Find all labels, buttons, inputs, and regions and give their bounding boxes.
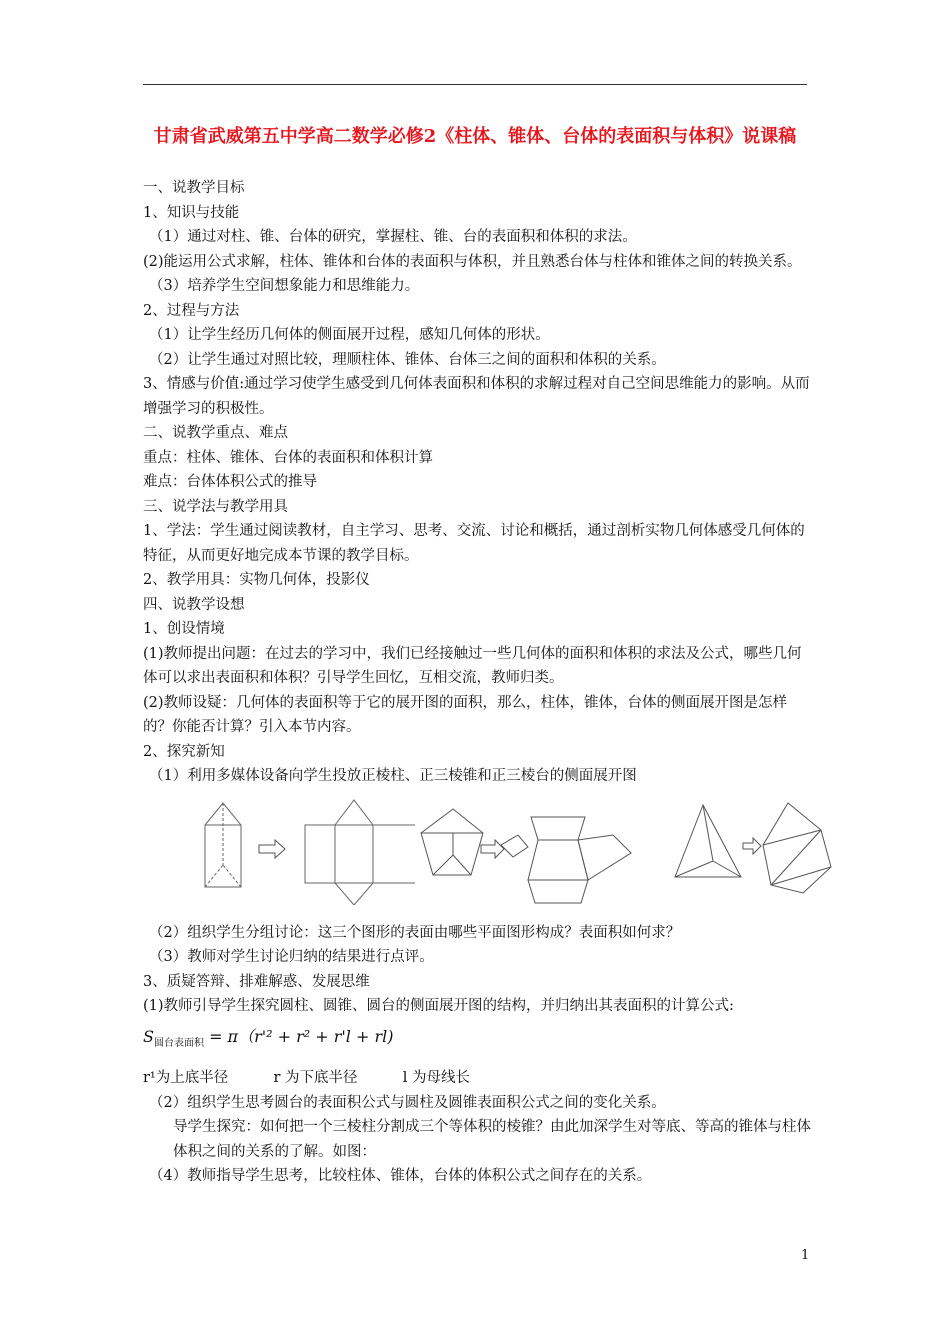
- section-heading: 二、说教学重点、难点: [143, 425, 288, 441]
- formula-subscript: 圆台表面积: [153, 1037, 204, 1049]
- document-body: [143, 176, 813, 1189]
- subsection-heading: 1、知识与技能: [143, 204, 240, 221]
- subsection-heading: 2、探究新知: [143, 743, 225, 760]
- subsection-heading: 3、质疑答辩、排难解惑、发展思维: [143, 973, 370, 990]
- header-rule: [143, 84, 807, 85]
- pyramid-net-figure: [663, 795, 833, 905]
- paragraph: （3）培养学生空间想象能力和思维能力。: [149, 278, 420, 294]
- net-figures: [143, 795, 813, 915]
- document-title: 甘肃省武威第五中学高二数学必修2《柱体、锥体、台体的表面积与体积》说课稿: [153, 126, 797, 147]
- section-heading: 四、说教学设想: [143, 596, 245, 613]
- subsection-heading: 2、过程与方法: [143, 302, 240, 319]
- paragraph: 重点：柱体、锥体、台体的表面积和体积计算: [143, 449, 433, 466]
- surface-area-formula: [143, 1025, 813, 1057]
- paragraph: (2)能运用公式求解，柱体、锥体和台体的表面积与体积，并且熟悉台体与柱体和锥体之间的转换关系。: [143, 253, 802, 270]
- legend-upper-radius: r¹为上底半径: [143, 1070, 229, 1086]
- page-number: 1: [801, 1248, 810, 1263]
- formula-lhs: S: [143, 1026, 154, 1046]
- formula-legend: [143, 1066, 813, 1091]
- paragraph: 导学生探究：如何把一个三棱柱分割成三个等体积的棱锥？由此加深学生对等底、等高的锥体与柱体体积之间的关系的了解。如图：: [173, 1119, 811, 1160]
- prism-net-figure: [195, 795, 415, 905]
- legend-lower-radius: r 为下底半径: [273, 1070, 358, 1086]
- formula-rhs: = π（r'² + r² + r'l + rl): [209, 1026, 394, 1046]
- paragraph: （2）组织学生分组讨论：这三个图形的表面由哪些平面图形构成？表面积如何求？: [149, 924, 681, 941]
- paragraph: （3）教师对学生讨论归纳的结果进行点评。: [149, 949, 434, 965]
- paragraph: (1)教师引导学生探究圆柱、圆锥、圆台的侧面展开图的结构，并归纳出其表面积的计算公式:: [143, 998, 734, 1014]
- subsection-heading: 1、创设情境: [143, 621, 225, 637]
- paragraph: （2）让学生通过对照比较，理顺柱体、锥体、台体三之间的面积和体积的关系。: [149, 351, 666, 368]
- paragraph: （4）教师指导学生思考，比较柱体、锥体，台体的体积公式之间存在的关系。: [149, 1168, 652, 1184]
- paragraph: （1）利用多媒体设备向学生投放正棱柱、正三棱锥和正三棱台的侧面展开图: [149, 768, 637, 784]
- frustum-net-figure: [413, 795, 643, 905]
- paragraph: (1)教师提出问题：在过去的学习中，我们已经接触过一些几何体的面积和体积的求法及公式，哪些几何体可以求出表面积和体积？引导学生回忆，互相交流，教师归类。: [143, 645, 802, 686]
- paragraph: 1、学法：学生通过阅读教材，自主学习、思考、交流、讨论和概括，通过剖析实物几何体感受几何体的特征，从而更好地完成本节课的教学目标。: [143, 523, 805, 564]
- legend-slant-height: l 为母线长: [402, 1070, 470, 1086]
- section-heading: 三、说学法与教学用具: [143, 498, 288, 515]
- paragraph: 2、教学用具：实物几何体，投影仪: [143, 572, 370, 588]
- section-heading: 一、说教学目标: [143, 180, 245, 196]
- paragraph: （1）让学生经历几何体的侧面展开过程，感知几何体的形状。: [149, 327, 550, 343]
- paragraph: （1）通过对柱、锥、台体的研究，掌握柱、锥、台的表面积和体积的求法。: [149, 229, 637, 245]
- paragraph: 3、情感与价值:通过学习使学生感受到几何体表面积和体积的求解过程对自己空间思维能力的影响。从而增强学习的积极性。: [143, 376, 810, 417]
- paragraph: （2）组织学生思考圆台的表面积公式与圆柱及圆锥表面积公式之间的变化关系。: [149, 1094, 666, 1111]
- paragraph: 难点：台体体积公式的推导: [143, 474, 317, 490]
- paragraph: (2)教师设疑：几何体的表面积等于它的展开图的面积，那么，柱体，锥体，台体的侧面展开图是怎样的？你能否计算？引入本节内容。: [143, 694, 788, 735]
